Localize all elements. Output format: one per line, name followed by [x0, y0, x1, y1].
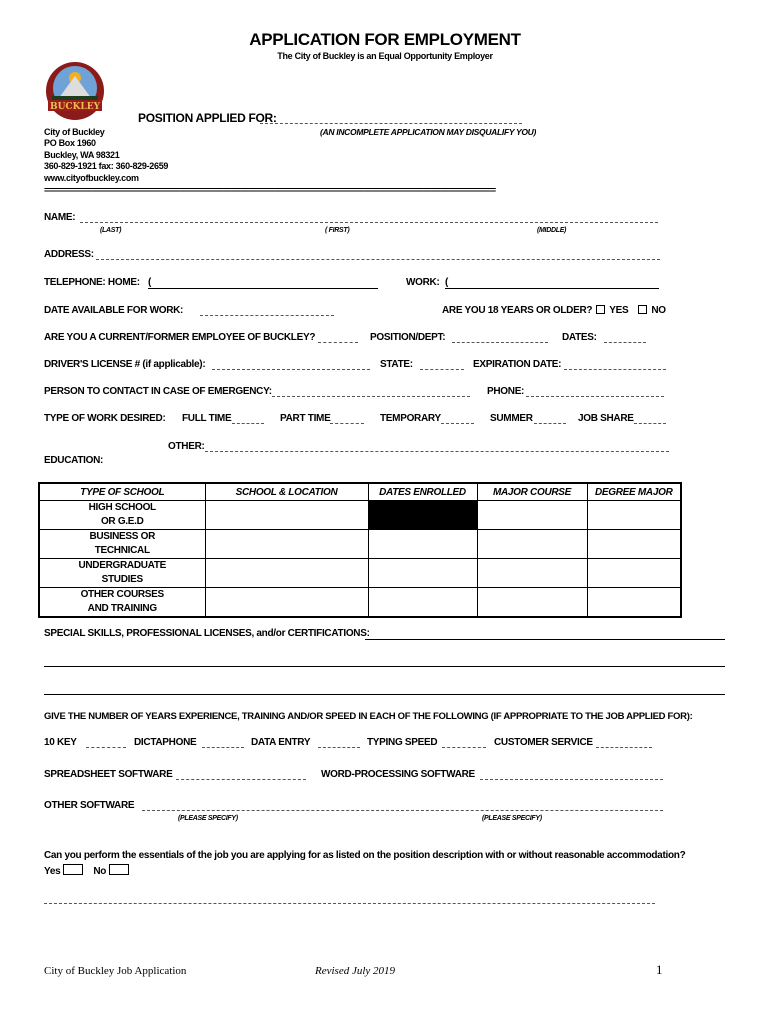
cell-input[interactable] [477, 501, 587, 530]
emergency-phone-label: PHONE: [487, 386, 525, 397]
job-share-input[interactable] [634, 413, 666, 424]
accommodation-yes-checkbox[interactable] [63, 864, 83, 875]
cell-input[interactable] [368, 559, 477, 588]
school-type-line: UNDERGRADUATE [78, 560, 167, 571]
word-processing-label: WORD-PROCESSING SOFTWARE [321, 769, 475, 780]
word-processing-input[interactable] [480, 769, 663, 780]
table-row [39, 530, 681, 559]
license-input[interactable] [212, 359, 370, 370]
age-question-text: ARE YOU 18 YEARS OR OLDER? [442, 305, 593, 316]
age-no-checkbox[interactable] [638, 305, 647, 314]
paren: ( [148, 277, 152, 288]
experience-question: GIVE THE NUMBER OF YEARS EXPERIENCE, TRAINING AND/OR SPEED IN EACH OF THE FOLLOWING (IF APPROPRIATE TO THE JOB APPLIED FOR): [44, 711, 693, 722]
name-input[interactable] [80, 212, 658, 223]
summer-label: SUMMER [490, 413, 533, 424]
cell-input[interactable] [587, 501, 681, 530]
address-line: 360-829-1921 fax: 360-829-2659 [44, 161, 169, 171]
state-label: STATE: [380, 359, 413, 370]
address-line: PO Box 1960 [44, 138, 96, 148]
yes-label: YES [609, 305, 629, 316]
part-time-input[interactable] [330, 413, 364, 424]
yes-label: Yes [44, 866, 61, 877]
dictaphone-label: DICTAPHONE [134, 737, 197, 748]
cell-input[interactable] [205, 588, 368, 618]
dictaphone-input[interactable] [202, 737, 244, 748]
cell-input[interactable] [587, 588, 681, 618]
address-input[interactable] [96, 249, 660, 260]
job-share-label: JOB SHARE [578, 413, 634, 424]
please-specify-caption: (PLEASE SPECIFY) [178, 815, 238, 822]
table-header-row [39, 483, 681, 501]
table-row [39, 501, 681, 530]
table-row [39, 559, 681, 588]
skills-input-line[interactable] [44, 666, 725, 667]
column-header: DATES ENROLLED [368, 483, 477, 501]
data-entry-label: DATA ENTRY [251, 737, 311, 748]
expiration-label: EXPIRATION DATE: [473, 359, 562, 370]
first-caption: ( FIRST) [325, 227, 350, 234]
state-input[interactable] [420, 359, 464, 370]
school-type-line: BUSINESS OR [89, 531, 156, 542]
footer-revision: Revised July 2019 [315, 965, 396, 977]
other-software-input[interactable] [142, 800, 663, 811]
address-line: City of Buckley [44, 127, 105, 137]
typing-label: TYPING SPEED [367, 737, 438, 748]
cell-input[interactable] [205, 559, 368, 588]
position-applied-label: POSITION APPLIED FOR: [138, 111, 277, 125]
work-type-label: TYPE OF WORK DESIRED: [44, 413, 166, 424]
ten-key-input[interactable] [86, 737, 126, 748]
full-time-label: FULL TIME [182, 413, 232, 424]
home-phone-label: TELEPHONE: HOME: [44, 277, 140, 288]
school-type-line: HIGH SCHOOL [88, 502, 156, 513]
cell-input[interactable] [587, 530, 681, 559]
website-link: www.cityofbuckley.com [44, 173, 139, 183]
column-header: MAJOR COURSE [477, 483, 587, 501]
emergency-label: PERSON TO CONTACT IN CASE OF EMERGENCY: [44, 386, 272, 397]
date-available-label: DATE AVAILABLE FOR WORK: [44, 305, 184, 316]
last-caption: (LAST) [100, 227, 122, 234]
employee-question: ARE YOU A CURRENT/FORMER EMPLOYEE OF BUCKLEY? [44, 332, 316, 343]
separator: ========================================================================================================== [44, 185, 496, 195]
cell-input[interactable] [477, 559, 587, 588]
no-label: No [93, 866, 107, 877]
page-title: APPLICATION FOR EMPLOYMENT [249, 30, 521, 49]
school-type-line: OTHER COURSES [80, 589, 164, 600]
other-work-input[interactable] [205, 441, 669, 452]
table-row [39, 588, 681, 618]
cell-blacked-out [368, 501, 477, 530]
no-label: NO [651, 305, 666, 316]
svg-text:BUCKLEY: BUCKLEY [49, 102, 101, 112]
temporary-input[interactable] [441, 413, 474, 424]
work-phone-label: WORK: [406, 277, 440, 288]
column-header: SCHOOL & LOCATION [205, 483, 368, 501]
school-type [39, 530, 205, 559]
skills-label: SPECIAL SKILLS, PROFESSIONAL LICENSES, and/or CERTIFICATIONS: [44, 628, 370, 639]
column-header: DEGREE MAJOR [587, 483, 681, 501]
summer-input[interactable] [534, 413, 566, 424]
part-time-label: PART TIME [280, 413, 331, 424]
school-type [39, 559, 205, 588]
age-yes-checkbox[interactable] [596, 305, 605, 314]
accommodation-explanation-input[interactable] [44, 893, 655, 904]
date-available-input[interactable] [200, 305, 334, 316]
typing-input[interactable] [442, 737, 486, 748]
cell-input[interactable] [477, 530, 587, 559]
address-label: ADDRESS: [44, 249, 94, 260]
name-label: NAME: [44, 212, 76, 223]
school-type-line: TECHNICAL [94, 545, 150, 556]
work-phone-input[interactable] [445, 288, 659, 289]
column-header: TYPE OF SCHOOL [39, 483, 205, 501]
education-label: EDUCATION: [44, 455, 104, 466]
please-specify-caption: (PLEASE SPECIFY) [482, 815, 542, 822]
city-seal-logo [44, 60, 106, 122]
cell-input[interactable] [368, 588, 477, 618]
full-time-input[interactable] [232, 413, 264, 424]
other-software-label: OTHER SOFTWARE [44, 800, 135, 811]
skills-input-line[interactable] [44, 694, 725, 695]
data-entry-input[interactable] [318, 737, 360, 748]
customer-service-label: CUSTOMER SERVICE [494, 737, 593, 748]
school-type [39, 501, 205, 530]
position-applied-input[interactable] [260, 113, 522, 124]
skills-input[interactable] [365, 639, 725, 640]
cell-input[interactable] [205, 530, 368, 559]
school-type-line: OR G.E.D [100, 516, 144, 527]
cell-input[interactable] [477, 588, 587, 618]
accommodation-question: Can you perform the essentials of the job you are applying for as listed on the position description with or without reasonable accommodation? [44, 850, 686, 861]
footer-document-name: City of Buckley Job Application [44, 965, 187, 977]
accommodation-no-checkbox[interactable] [109, 864, 129, 875]
spreadsheet-input[interactable] [176, 769, 306, 780]
cell-input[interactable] [205, 501, 368, 530]
address-line: Buckley, WA 98321 [44, 150, 120, 160]
dates-label: DATES: [562, 332, 597, 343]
cell-input[interactable] [368, 530, 477, 559]
expiration-input[interactable] [564, 359, 666, 370]
emergency-phone-input[interactable] [526, 386, 664, 397]
emergency-input[interactable] [272, 386, 470, 397]
license-label: DRIVER'S LICENSE # (if applicable): [44, 359, 206, 370]
temporary-label: TEMPORARY [380, 413, 441, 424]
other-work-label: OTHER: [168, 441, 205, 452]
dates-input[interactable] [604, 332, 646, 343]
employee-input[interactable] [318, 332, 358, 343]
page-number: 1 [656, 962, 663, 977]
school-type [39, 588, 205, 618]
spreadsheet-label: SPREADSHEET SOFTWARE [44, 769, 173, 780]
position-dept-label: POSITION/DEPT: [370, 332, 446, 343]
subtitle: The City of Buckley is an Equal Opportunity Employer [277, 51, 493, 61]
customer-service-input[interactable] [596, 737, 652, 748]
education-table [38, 482, 682, 618]
ten-key-label: 10 KEY [44, 737, 77, 748]
position-dept-input[interactable] [452, 332, 548, 343]
age-question [442, 305, 666, 317]
school-type-line: AND TRAINING [87, 603, 157, 614]
school-type-line: STUDIES [101, 574, 143, 585]
home-phone-input[interactable] [148, 288, 378, 289]
paren: ( [445, 277, 449, 288]
middle-caption: (MIDDLE) [537, 227, 567, 234]
incomplete-note: (AN INCOMPLETE APPLICATION MAY DISQUALIFY YOU) [320, 127, 537, 137]
cell-input[interactable] [587, 559, 681, 588]
